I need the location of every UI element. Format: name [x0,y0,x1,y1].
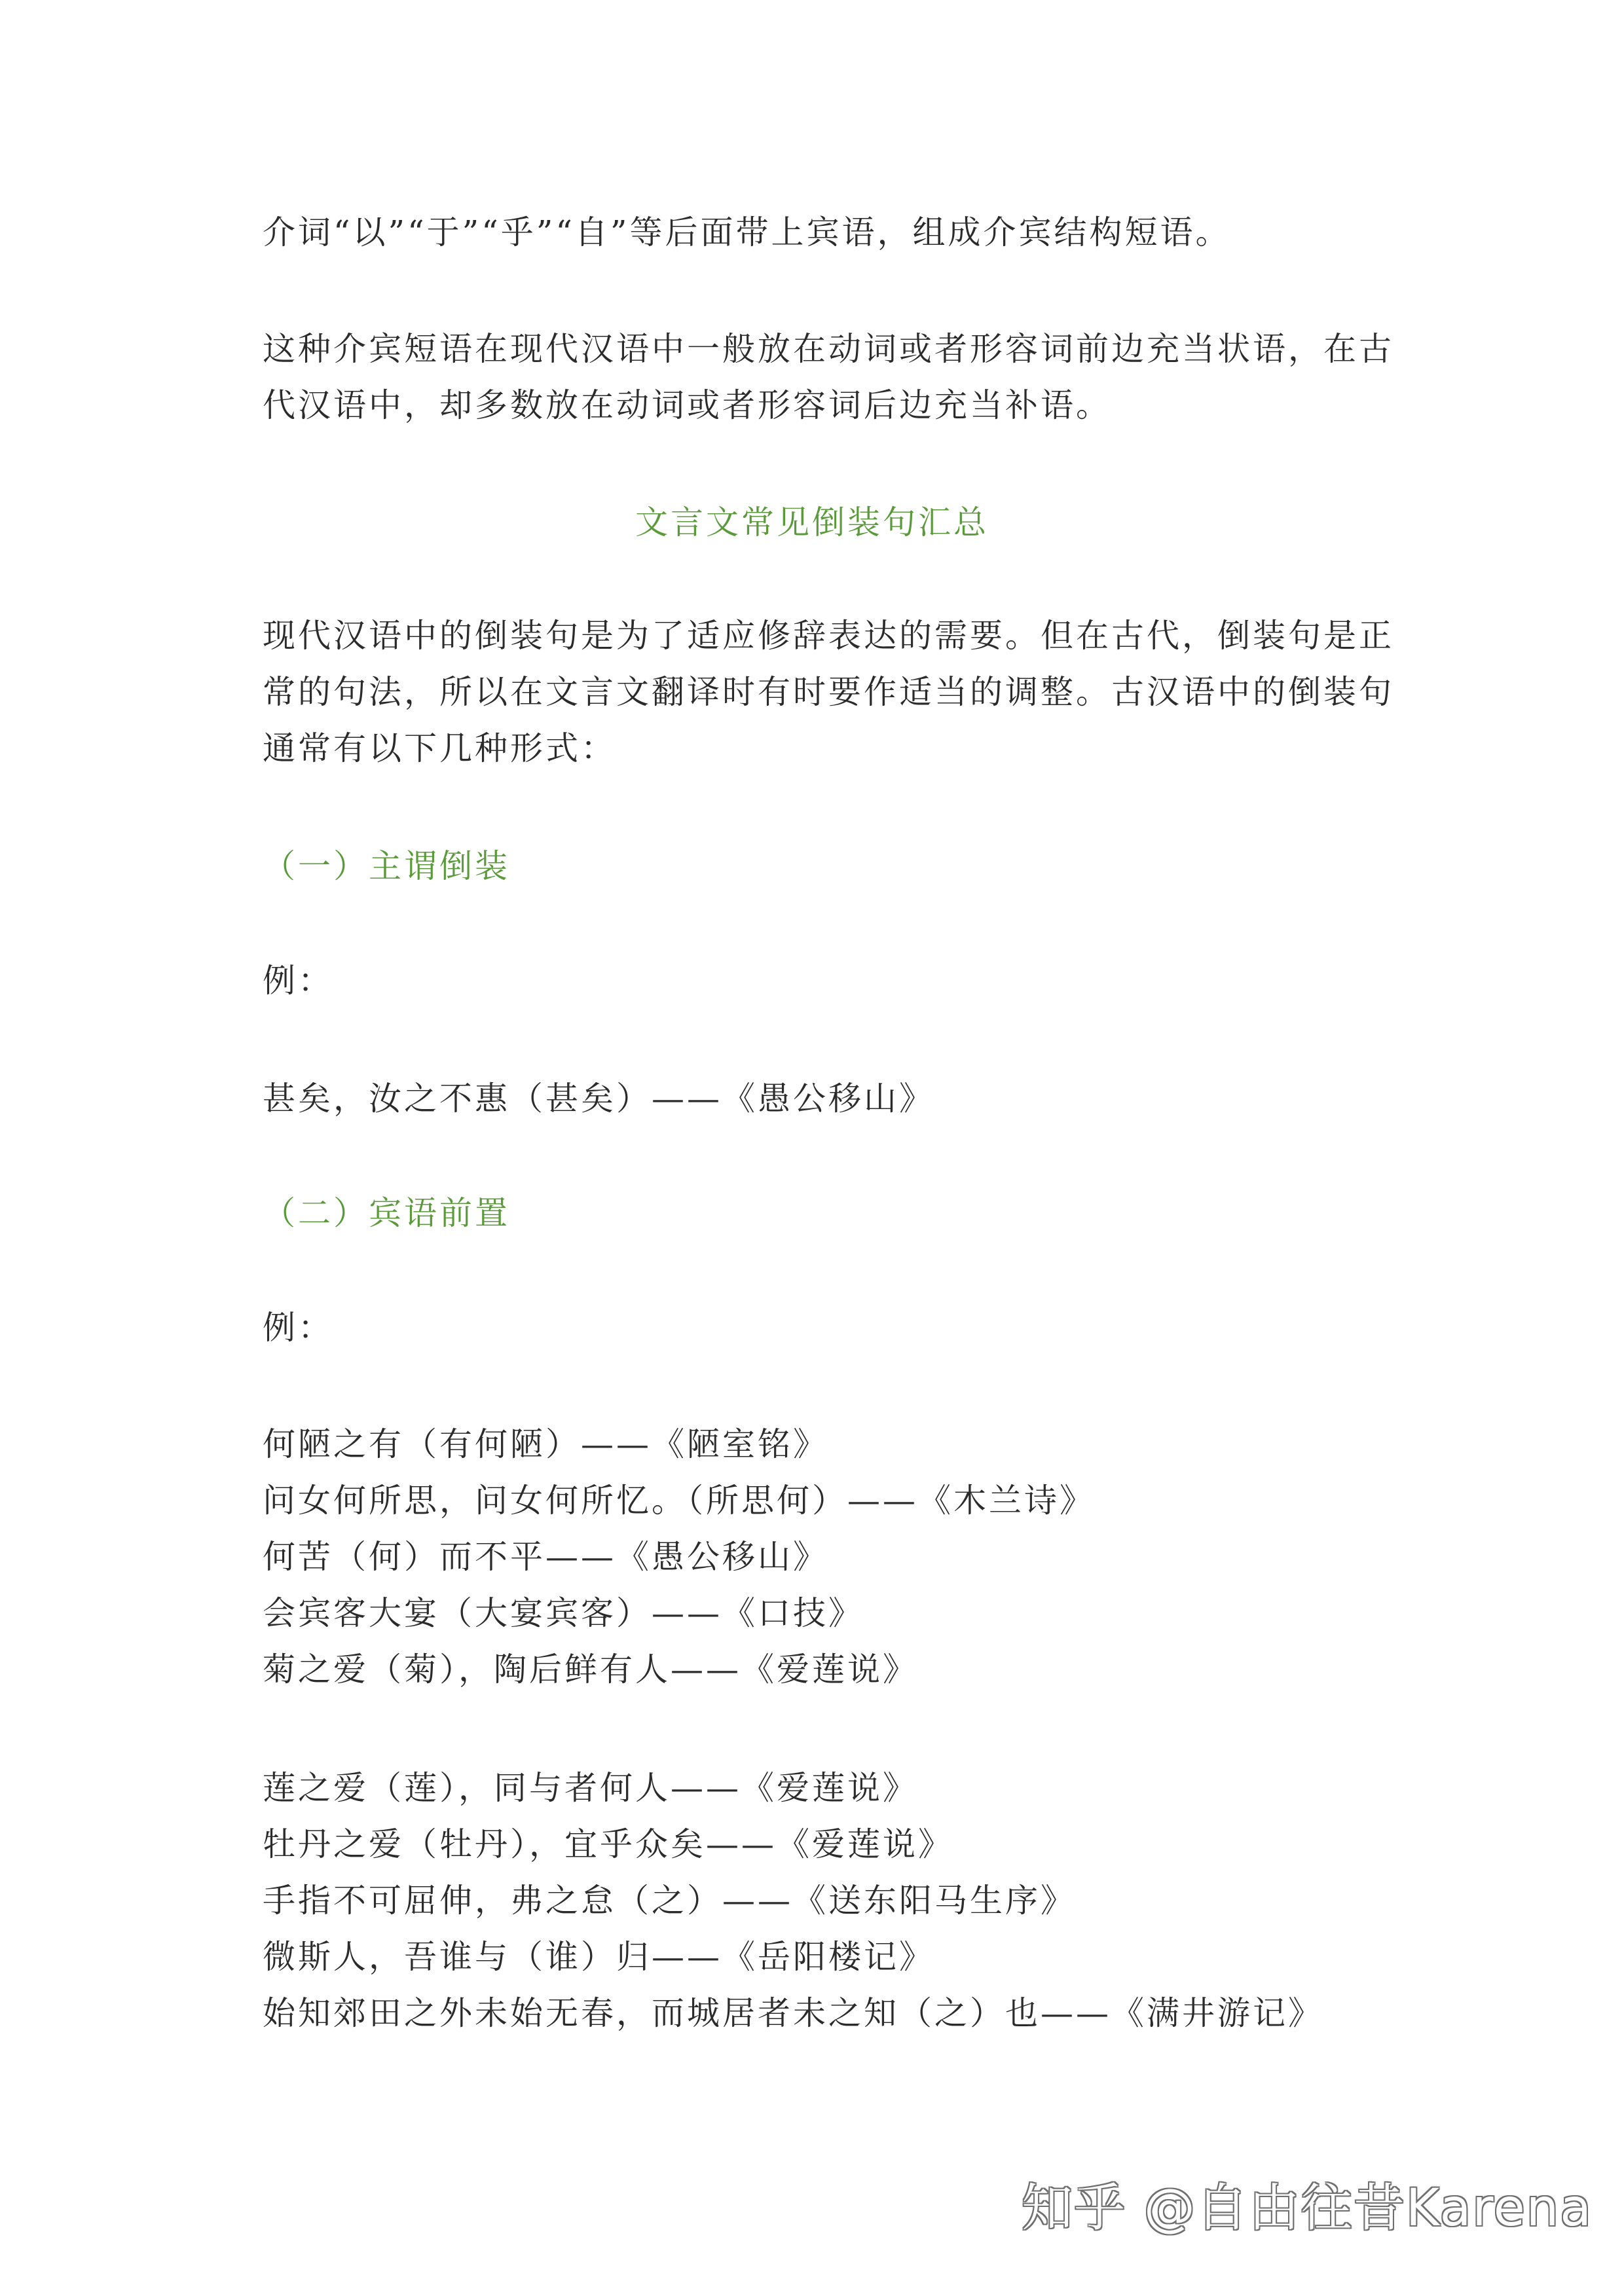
paragraph-line: 代汉语中，却多数放在动词或者形容词后边充当补语。 [263,386,1111,424]
example-item: 手指不可屈伸，弗之怠（之）——《送东阳马生序》 [263,1882,1076,1920]
example-item: 会宾客大宴（大宴宾客）——《口技》 [263,1594,864,1632]
example-item: 始知郊田之外未始无春，而城居者未之知（之）也——《满井游记》 [263,1994,1323,2032]
example-label-text: 例： [263,962,333,1000]
paragraph-line: 常的句法，所以在文言文翻译时有时要作适当的调整。古汉语中的倒装句 [263,673,1394,711]
overview-paragraph [263,608,1394,776]
example-item: 问女何所思，问女何所忆。（所思何）——《木兰诗》 [263,1482,1095,1520]
example-label [263,1300,1376,1356]
section-heading-2: （二）宾语前置 [263,1194,510,1232]
paragraph-line: 介词“以”“于”“乎”“自”等后面带上宾语，组成介宾结构短语。 [263,213,1231,251]
explain-paragraph [263,321,1394,433]
example-label-text: 例： [263,1309,333,1347]
example-item: 微斯人，吾谁与（谁）归——《岳阳楼记》 [263,1938,934,1976]
example-item: 何苦（何）而不平——《愚公移山》 [263,1538,828,1576]
example-item: 莲之爱（莲），同与者何人——《爱莲说》 [263,1769,918,1807]
example-list-2a [263,1416,1376,1698]
zhihu-watermark: 知乎 @自由往昔Karena [1022,2179,1593,2238]
intro-paragraph [263,204,1376,261]
paragraph-line: 通常有以下几种形式： [263,729,616,767]
example-list-2b [263,1760,1376,2041]
example-label [263,953,1376,1009]
paragraph-line: 这种介宾短语在现代汉语中一般放在动词或者形容词前边充当状语，在古 [263,330,1394,368]
example-item: 何陋之有（有何陋）——《陋室铭》 [263,1425,828,1463]
example-item: 甚矣，汝之不惠（甚矣）——《愚公移山》 [263,1080,934,1118]
paragraph-line: 现代汉语中的倒装句是为了适应修辞表达的需要。但在古代，倒装句是正 [263,617,1394,655]
section-heading-1: （一）主谓倒装 [263,847,510,885]
example-list-1 [263,1070,1376,1127]
example-item: 牡丹之爱（牡丹），宜乎众矣——《爱莲说》 [263,1825,953,1863]
section-title: 文言文常见倒装句汇总 [635,503,989,541]
example-item: 菊之爱（菊），陶后鲜有人——《爱莲说》 [263,1650,918,1688]
